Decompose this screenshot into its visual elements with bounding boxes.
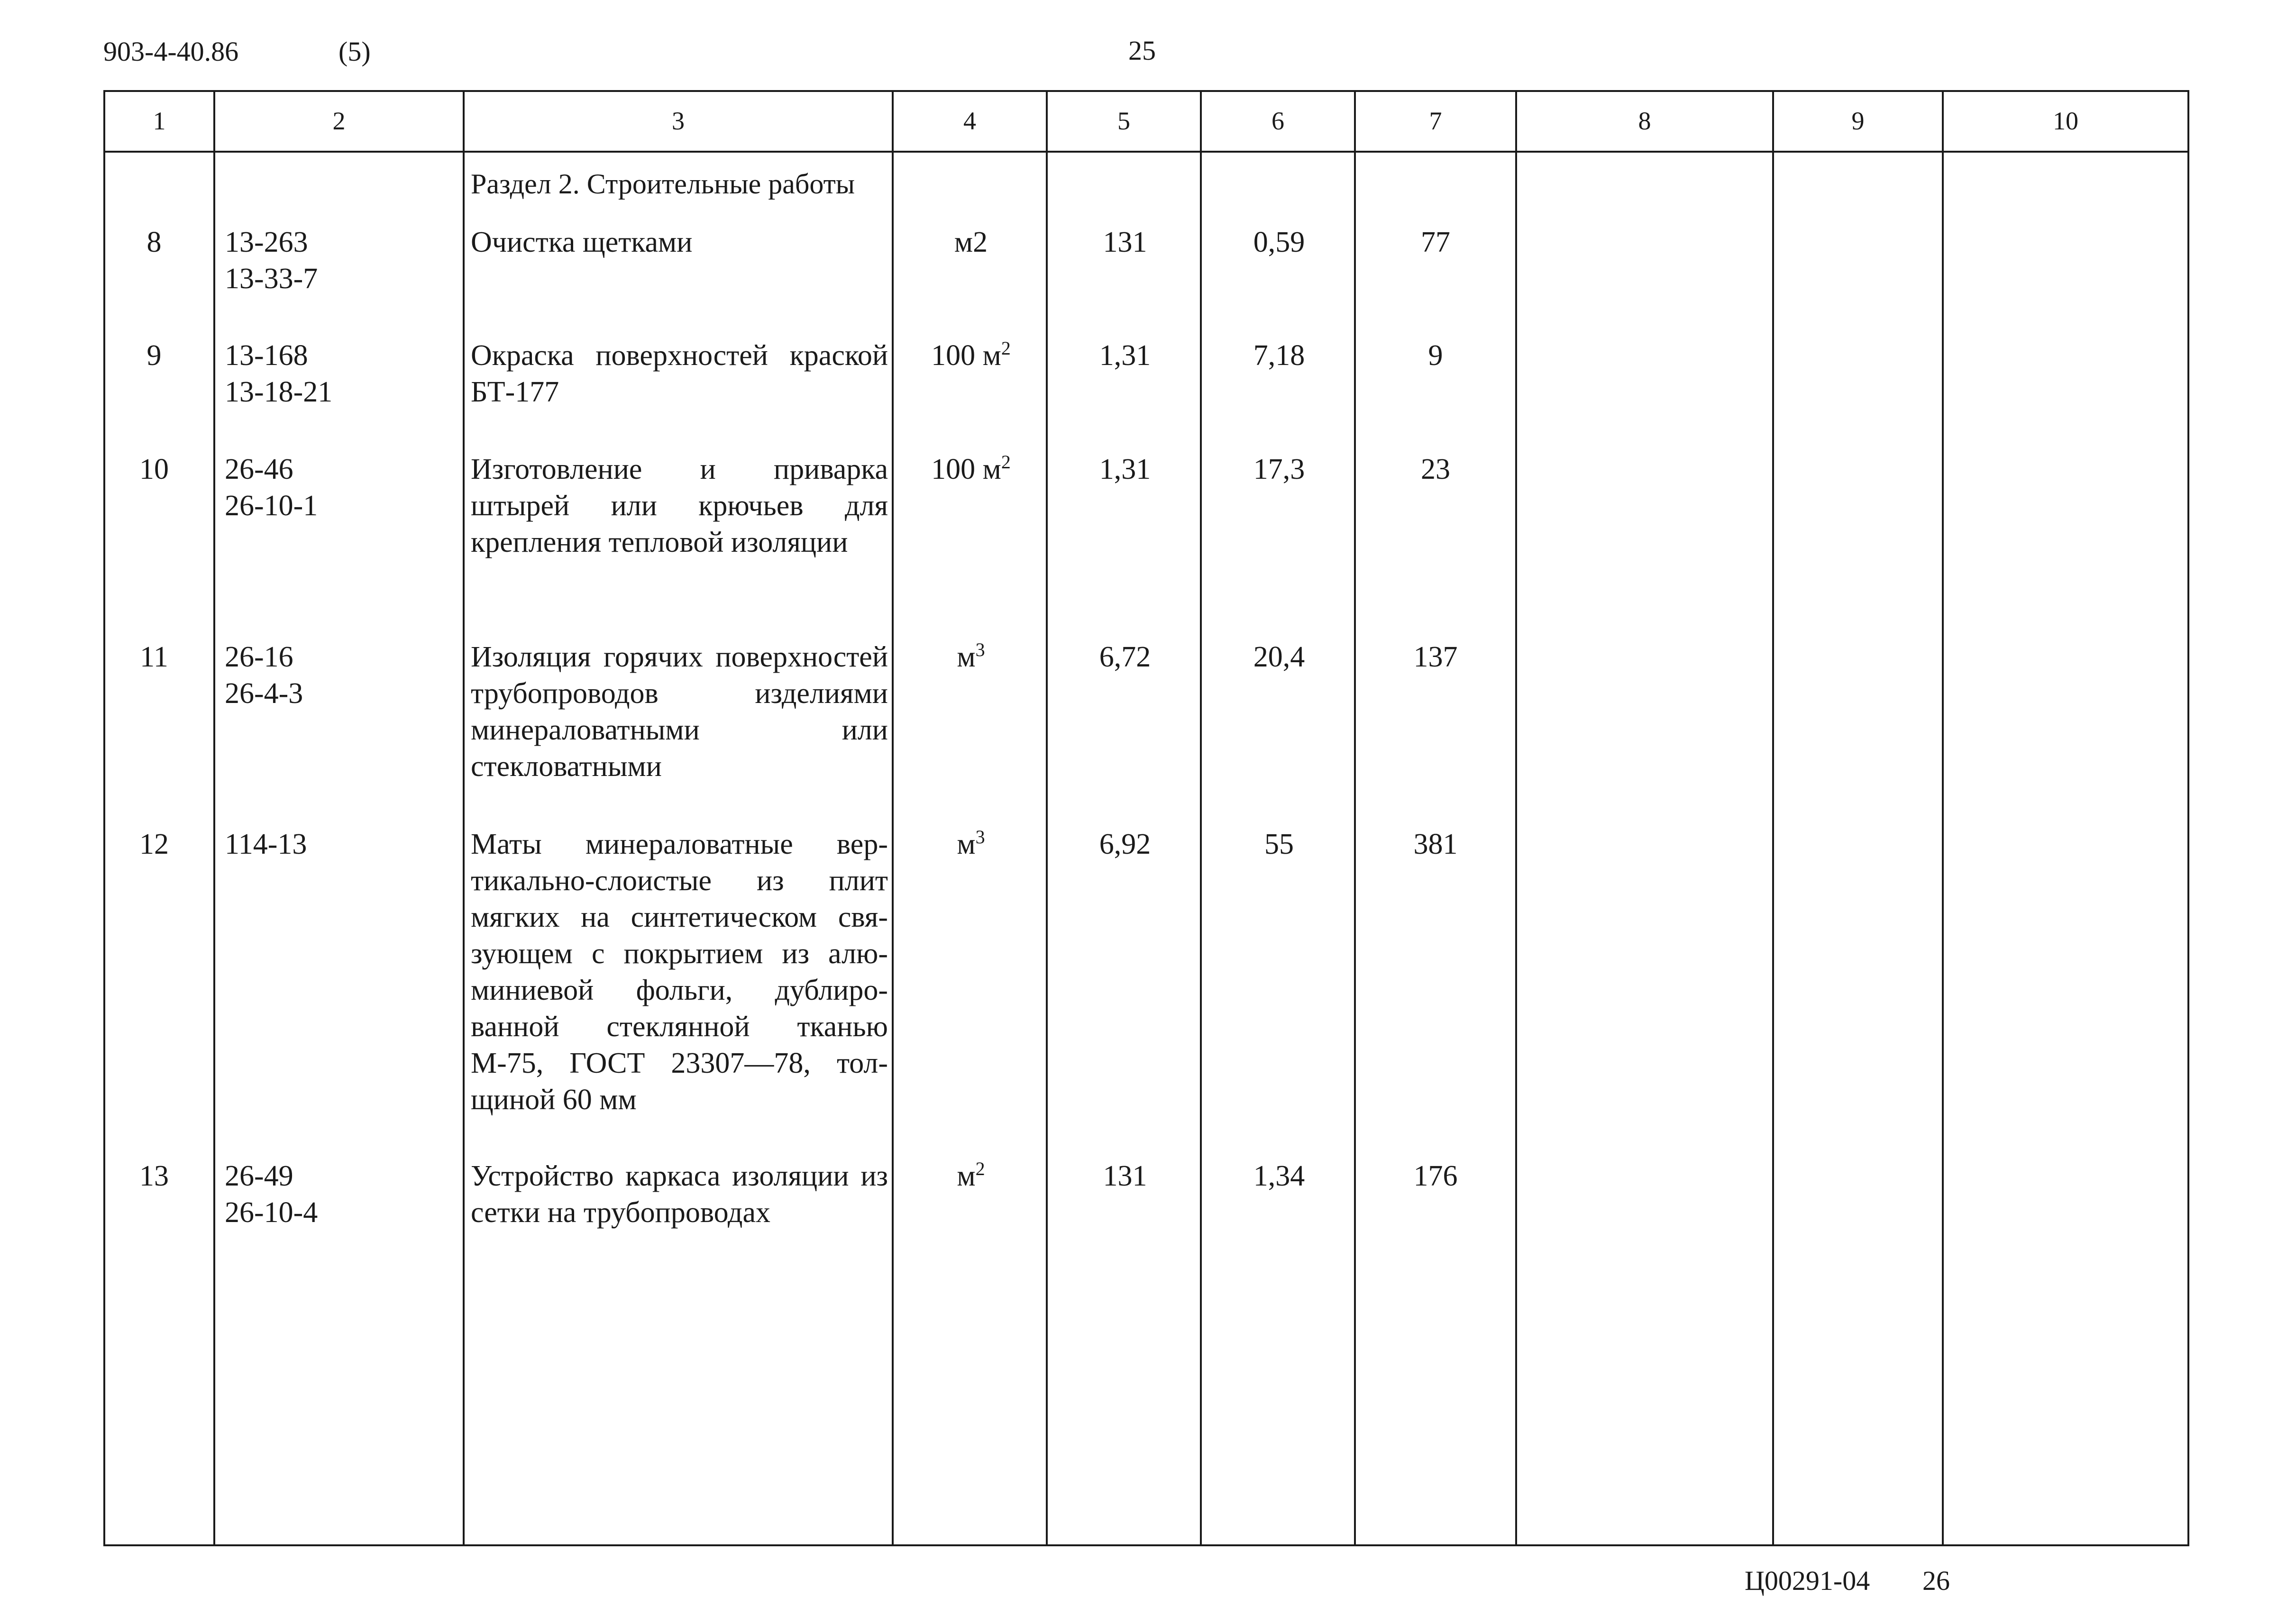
total-cost: 381 (1413, 828, 1458, 860)
quantity: 131 (1103, 1160, 1147, 1192)
unit-of-measure: $м^3$ (957, 826, 985, 860)
price-code: 13-263 13-33-7 (225, 226, 318, 295)
unit-of-measure: $м^2$ (957, 1158, 985, 1192)
price-code: 114-13 (225, 828, 307, 860)
row-number: 9 (146, 339, 162, 372)
quantity: 1,31 (1099, 339, 1151, 372)
unit-of-measure: 100 $м^2$ (931, 451, 1011, 485)
unit-price: 55 (1264, 828, 1294, 860)
quantity: 1,31 (1099, 453, 1151, 485)
document-code: 903-4-40.86 (103, 36, 239, 67)
footer-sheet-number: 26 (1922, 1565, 1950, 1596)
column-number-3: 3 (672, 107, 685, 135)
work-description: Маты минераловатные вертикально-слоистые из плит мягких на синтетическом связующем с покрытием из алюминиевой фольги, дублированной стеклянной тканью М-75, ГОСТ 23307—78, толщиной 60 мм (471, 828, 888, 1116)
page-number: 25 (1128, 35, 1156, 66)
column-number-8: 8 (1638, 107, 1651, 135)
quantity: 131 (1103, 226, 1147, 258)
work-description: Очистка щетками (471, 226, 693, 258)
unit-price: 20,4 (1253, 641, 1305, 673)
row-number: 13 (139, 1160, 169, 1192)
work-description: Окраска поверхностей краской БТ-177 (471, 339, 888, 408)
unit-of-measure: 100 $м^2$ (931, 338, 1011, 372)
column-number-1: 1 (153, 107, 166, 135)
work-description: Изготовление и приварка штырей или крючьев для крепления тепловой изоляции (471, 453, 888, 558)
column-number-6: 6 (1271, 107, 1284, 135)
row-number: 11 (140, 641, 168, 673)
price-code: 26-46 26-10-1 (225, 453, 318, 522)
price-code: 26-49 26-10-4 (225, 1160, 318, 1229)
total-cost: 137 (1413, 641, 1458, 673)
unit-of-measure: м2 (954, 226, 988, 258)
estimate-table (103, 90, 2189, 1546)
total-cost: 9 (1428, 339, 1443, 372)
total-cost: 176 (1413, 1160, 1458, 1192)
quantity: 6,72 (1099, 641, 1151, 673)
column-number-9: 9 (1851, 107, 1865, 135)
column-number-4: 4 (963, 107, 976, 135)
price-code: 13-168 13-18-21 (225, 339, 333, 408)
row-number: 8 (146, 226, 162, 258)
unit-price: 0,59 (1253, 226, 1305, 258)
section-title: Раздел 2. Строительные работы (471, 168, 855, 200)
total-cost: 23 (1421, 453, 1450, 485)
unit-of-measure: $м^3$ (957, 639, 985, 673)
column-number-2: 2 (332, 107, 346, 135)
unit-price: 17,3 (1253, 453, 1305, 485)
total-cost: 77 (1421, 226, 1450, 258)
unit-price: 1,34 (1253, 1160, 1305, 1192)
work-description: Устройство каркаса изоляции из сетки на трубопроводах (471, 1160, 888, 1229)
row-number: 12 (139, 828, 169, 860)
price-code: 26-16 26-4-3 (225, 641, 303, 710)
document-part: (5) (338, 36, 371, 67)
work-description: Изоляция горячих поверхностей трубопроводов изделиями минераловатными или стекловатными (471, 641, 888, 783)
quantity: 6,92 (1099, 828, 1151, 860)
row-number: 10 (139, 453, 169, 485)
unit-price: 7,18 (1253, 339, 1305, 372)
column-number-10: 10 (2053, 107, 2078, 135)
footer-document-code: Ц00291-04 (1745, 1565, 1870, 1596)
table-grid (103, 90, 2189, 1546)
column-number-7: 7 (1429, 107, 1442, 135)
column-number-5: 5 (1117, 107, 1130, 135)
